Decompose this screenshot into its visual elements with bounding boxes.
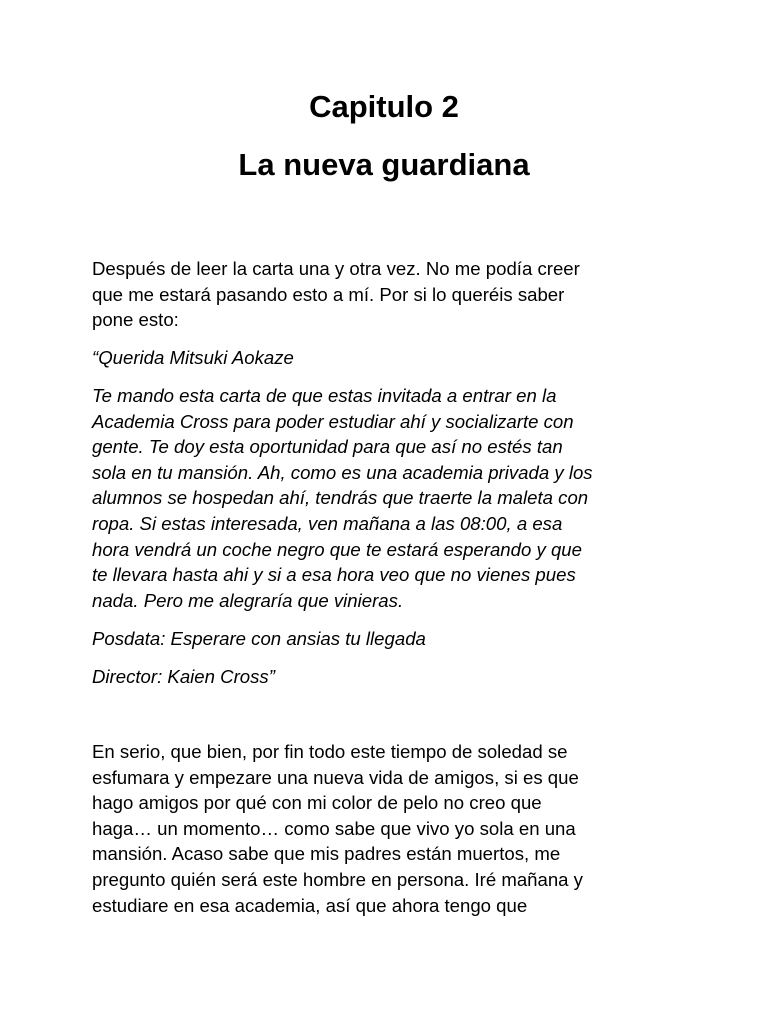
closing-line: hago amigos por qué con mi color de pelo no creo que [92,792,542,814]
chapter-subtitle: La nueva guardiana [238,147,530,182]
letter-line: Academia Cross para poder estudiar ahí y socializarte con [92,410,574,432]
intro-line: que me estará pasando esto a mí. Por si lo queréis saber [92,283,565,305]
intro-line: Después de leer la carta una y otra vez. No me podía creer [92,258,580,279]
letter-line: Te mando esta carta de que estas invitada a entrar en la [92,385,557,406]
closing-line: estudiare en esa academia, así que ahora tengo que [92,894,528,916]
letter-postscript: Posdata: Esperare con ansias tu llegada [92,628,426,649]
intro-paragraph [92,256,682,333]
letter-line: te llevara hasta ahi y si a esa hora veo que no vienes pues [92,564,576,586]
closing-line: En serio, que bien, por fin todo este tiempo de soledad se [92,741,568,762]
letter-body [92,383,682,613]
letter-line: sola en tu mansión. Ah, como es una academia privada y los [92,461,593,483]
letter-signature: Director: Kaien Cross” [92,666,275,687]
chapter-title: Capitulo 2 [309,89,459,124]
letter-line: gente. Te doy esta oportunidad para que así no estés tan [92,436,563,458]
closing-paragraph [92,739,682,918]
letter-line: alumnos se hospedan ahí, tendrás que traerte la maleta con [92,487,589,509]
closing-line: haga… un momento… como sabe que vivo yo sola en una [92,817,576,839]
letter-line: hora vendrá un coche negro que te estará esperando y que [92,538,582,560]
closing-line: pregunto quién será este hombre en persona. Iré mañana y [92,868,583,890]
closing-line: mansión. Acaso sabe que mis padres están muertos, me [92,843,561,865]
letter-line: nada. Pero me alegraría que vinieras. [92,589,404,611]
closing-line: esfumara y empezare una nueva vida de amigos, si es que [92,766,579,788]
letter-line: ropa. Si estas interesada, ven mañana a las 08:00, a esa [92,512,563,534]
letter-greeting: “Querida Mitsuki Aokaze [92,347,294,368]
intro-line: pone esto: [92,309,179,331]
